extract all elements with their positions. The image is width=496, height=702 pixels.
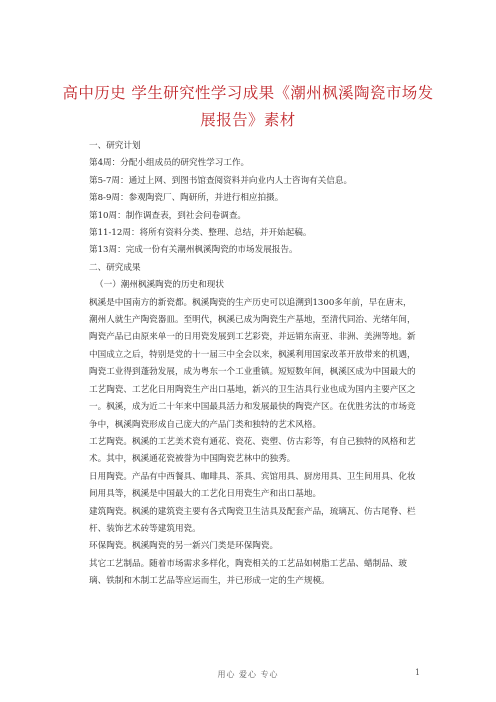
paragraph-daily-ceramics: 日用陶瓷。产品有中西餐具、咖啡具、茶具、宾馆用具、厨房用具、卫生间用具、化妆间用具等，枫溪是中国最大的工艺化日用瓷生产和出口基地。: [89, 471, 416, 500]
paragraph-other-crafts: 其它工艺制品。随着市场需求多样化，陶瓷相关的工艺品如树脂工艺品、蜡制品、玻璃、铁制和木制工艺品等应运而生，并已形成一定的生产规模。: [89, 558, 407, 587]
section-heading-results: 二、研究成果: [89, 262, 141, 273]
schedule-item: 第11-12周：将所有资料分类、整理、总结，并开始起稿。: [89, 228, 312, 239]
schedule-item: 第5-7周：通过上网、到图书馆查阅资料并向业内人士咨询有关信息。: [89, 175, 353, 186]
paragraph-craft-ceramics: 工艺陶瓷。枫溪的工艺美术瓷有通花、瓷花、瓷塑、仿古彩等，有自己独特的风格和艺术。其中，枫溪通花瓷被誉为中国陶瓷艺林中的独秀。: [89, 436, 416, 465]
schedule-item: 第8-9周：参观陶瓷厂、陶研所，并进行相应拍摄。: [89, 193, 284, 204]
section-heading-plan: 一、研究计划: [89, 141, 141, 151]
schedule-item: 第10周：制作调查表，到社会问卷调查。: [89, 210, 247, 221]
paragraph-history: 枫溪是中国南方的新瓷都。枫溪陶瓷的生产历史可以追溯到1300多年前，早在唐末，潮州人就生产陶瓷器皿。至明代，枫溪已成为陶瓷生产基地，至清代同治、光绪年间，陶瓷产品已由原来单一的日用瓷发展到工艺彩瓷，并远销东南亚、非洲、美洲等地。新中国成立之后，特别是党的十一届三中全会以来，枫溪利用国家改革开放带来的机遇，陶瓷工业得到蓬勃发展，成为粤东一个工业重镇。短短数年间，枫溪区成为中国最大的工艺陶瓷、工艺化日用陶瓷生产出口基地，新兴的卫生洁具行业也成为国内主要产区之一。枫溪，成为近二十年来中国最具活力和发展最快的陶瓷产区。在优胜劣汰的市场竞争中，枫溪陶瓷形成自己庞大的产品门类和独特的艺术风格。: [89, 297, 416, 430]
schedule-item: 第13周：完成一份有关潮州枫溪陶瓷的市场发展报告。: [89, 245, 298, 256]
page-number: 1: [415, 668, 421, 677]
subsection-heading-history: （一）潮州枫溪陶瓷的历史和现状: [95, 280, 224, 291]
document-title: 高中历史 学生研究性学习成果《潮州枫溪陶瓷市场发展报告》素材: [62, 84, 434, 129]
document-body: [89, 138, 417, 591]
paragraph-building-ceramics: 建筑陶瓷。枫溪的建筑瓷主要有各式陶瓷卫生洁具及配套产品，琉璃瓦、仿古尾脊、栏杆、装饰艺术砖等建筑用瓷。: [89, 506, 416, 534]
paragraph-eco-ceramics: 环保陶瓷。枫溪陶瓷的另一新兴门类是环保陶瓷。: [89, 541, 279, 552]
page-footer: 用心 爱心 专心: [217, 670, 279, 679]
schedule-item: 第4周：分配小组成员的研究性学习工作。: [89, 158, 250, 169]
